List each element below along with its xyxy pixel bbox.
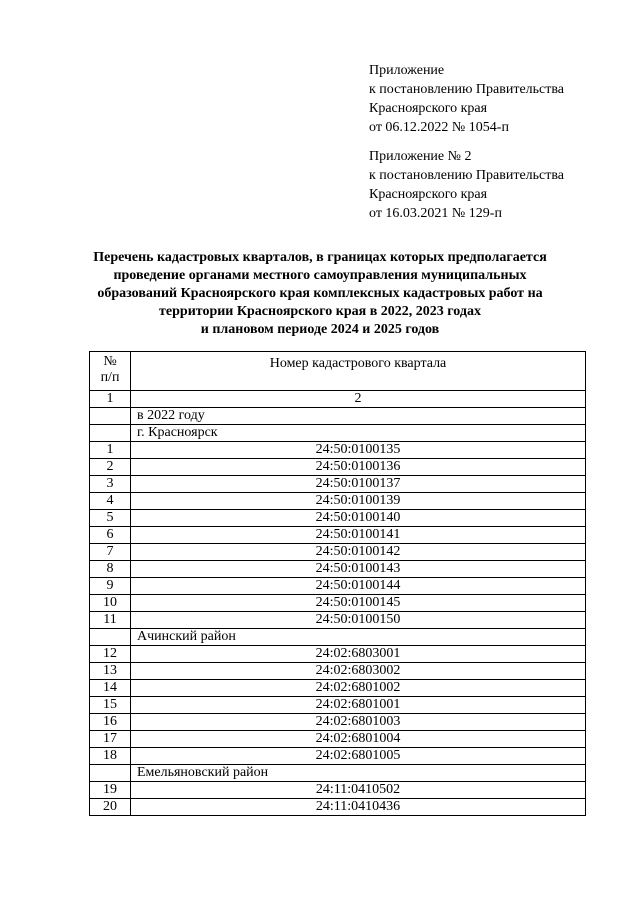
row-number: 10 [90, 595, 131, 612]
appendix-line: от 16.03.2021 № 129-п [369, 206, 502, 221]
cadastral-quarter-number: 24:50:0100142 [131, 544, 586, 561]
row-number: 1 [90, 442, 131, 459]
cadastral-quarter-number: 24:50:0100136 [131, 459, 586, 476]
row-number: 18 [90, 748, 131, 765]
cadastral-quarter-number: 24:50:0100141 [131, 527, 586, 544]
cadastral-quarter-number: 24:50:0100140 [131, 510, 586, 527]
row-number: 3 [90, 476, 131, 493]
appendix-line: от 06.12.2022 № 1054-п [369, 120, 509, 135]
cadastral-quarter-number: 24:50:0100135 [131, 442, 586, 459]
cadastral-quarter-number: 24:50:0100137 [131, 476, 586, 493]
cadastral-quarter-number: 24:50:0100150 [131, 612, 586, 629]
row-number: 14 [90, 680, 131, 697]
row-number: 15 [90, 697, 131, 714]
row-number: 8 [90, 561, 131, 578]
table-row [90, 510, 586, 527]
table-row [90, 714, 586, 731]
header-quarter-cell: Номер кадастрового квартала [131, 352, 586, 391]
appendix-line: Красноярского края [369, 101, 488, 116]
cadastral-quarter-number: 24:02:6801001 [131, 697, 586, 714]
section-label: в 2022 году [131, 408, 586, 425]
appendix-current [369, 61, 564, 137]
section-label: Ачинский район [131, 629, 586, 646]
table-row [90, 476, 586, 493]
cadastral-quarter-number: 24:50:0100144 [131, 578, 586, 595]
cadastral-quarter-number: 24:02:6801005 [131, 748, 586, 765]
section-row [90, 425, 586, 442]
cadastral-quarter-number: 24:02:6801002 [131, 680, 586, 697]
cadastral-quarter-number: 24:02:6803001 [131, 646, 586, 663]
table-row [90, 459, 586, 476]
row-number: 20 [90, 799, 131, 816]
row-number: 4 [90, 493, 131, 510]
row-number: 17 [90, 731, 131, 748]
table-row [90, 595, 586, 612]
row-number: 16 [90, 714, 131, 731]
row-number: 11 [90, 612, 131, 629]
appendix-line: Приложение [369, 63, 445, 78]
table-row [90, 493, 586, 510]
section-row [90, 629, 586, 646]
table-row [90, 442, 586, 459]
section-number-cell [90, 425, 131, 442]
table-row [90, 663, 586, 680]
table-row [90, 697, 586, 714]
title-line: проведение органами местного самоуправления муниципальных [113, 268, 527, 283]
table-row [90, 578, 586, 595]
section-label: Емельяновский район [131, 765, 586, 782]
appendix-line: к постановлению Правительства [369, 82, 565, 97]
table-row [90, 731, 586, 748]
cadastral-quarter-number: 24:02:6801004 [131, 731, 586, 748]
document-title [60, 249, 580, 339]
section-number-cell [90, 629, 131, 646]
header-number-cell [90, 352, 131, 391]
row-number: 7 [90, 544, 131, 561]
table-row [90, 544, 586, 561]
appendix-line: к постановлению Правительства [369, 168, 565, 183]
cadastral-quarter-number: 24:02:6801003 [131, 714, 586, 731]
title-line: Перечень кадастровых кварталов, в границах которых предполагается [93, 250, 547, 265]
row-number: 9 [90, 578, 131, 595]
column-number-row [90, 391, 586, 408]
cadastral-quarter-number: 24:50:0100139 [131, 493, 586, 510]
title-line: территории Красноярского края в 2022, 2023 годах [159, 304, 481, 319]
cadastral-quarter-number: 24:02:6803002 [131, 663, 586, 680]
row-number: 6 [90, 527, 131, 544]
section-number-cell [90, 765, 131, 782]
title-line: и плановом периоде 2024 и 2025 годов [200, 322, 440, 337]
section-number-cell [90, 408, 131, 425]
section-label: г. Красноярск [131, 425, 586, 442]
cadastral-quarters-table [89, 351, 586, 816]
cadastral-quarter-number: 24:11:0410436 [131, 799, 586, 816]
row-number: 13 [90, 663, 131, 680]
row-number: 5 [90, 510, 131, 527]
table-row [90, 782, 586, 799]
row-number: 19 [90, 782, 131, 799]
table-row [90, 561, 586, 578]
section-row [90, 765, 586, 782]
row-number: 2 [90, 459, 131, 476]
title-line: образований Красноярского края комплексных кадастровых работ на [97, 286, 543, 301]
table-row [90, 612, 586, 629]
table-row [90, 646, 586, 663]
table-header-row [90, 352, 586, 391]
table-row [90, 527, 586, 544]
cadastral-quarter-number: 24:50:0100143 [131, 561, 586, 578]
row-number: 12 [90, 646, 131, 663]
cadastral-quarter-number: 24:11:0410502 [131, 782, 586, 799]
table-row [90, 748, 586, 765]
column-number-1: 1 [90, 391, 131, 408]
header-number-abbr: п/п [100, 370, 120, 385]
table-row [90, 680, 586, 697]
section-row [90, 408, 586, 425]
appendix-line: Приложение № 2 [369, 149, 472, 164]
header-number-symbol: № [103, 354, 117, 369]
table-row [90, 799, 586, 816]
column-number-2: 2 [131, 391, 586, 408]
appendix-line: Красноярского края [369, 187, 488, 202]
cadastral-quarter-number: 24:50:0100145 [131, 595, 586, 612]
appendix-original [369, 147, 564, 223]
